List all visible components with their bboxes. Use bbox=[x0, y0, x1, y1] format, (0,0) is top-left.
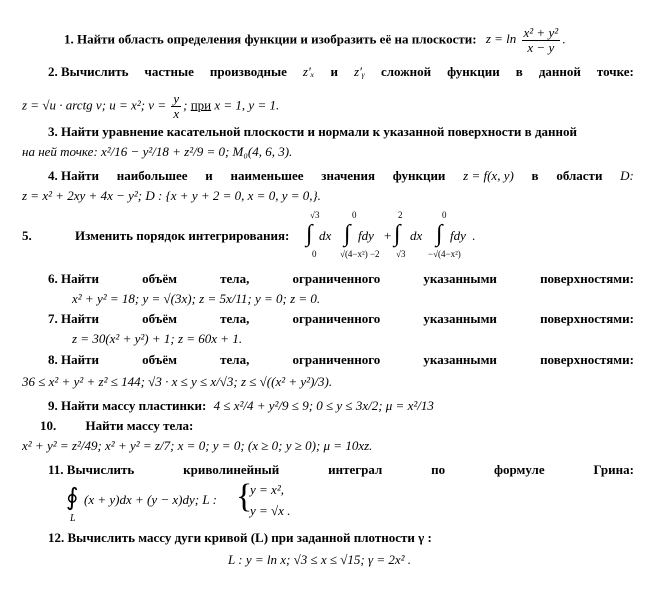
system-brace: { bbox=[236, 478, 253, 515]
word: и bbox=[205, 168, 213, 183]
word: Найти bbox=[61, 311, 99, 326]
fraction-denominator: x − y bbox=[527, 40, 555, 55]
task-10-formula bbox=[22, 438, 372, 454]
fraction-denominator: x bbox=[173, 106, 180, 121]
word: в bbox=[515, 64, 523, 79]
formula: z = 30(x² + y²) + 1; z = 60x + 1. bbox=[72, 331, 243, 346]
task-number: 3. bbox=[48, 124, 58, 139]
task-3 bbox=[48, 124, 577, 140]
plus-sign: + bbox=[384, 228, 392, 243]
task-number: 12. bbox=[48, 530, 65, 545]
integrand: fdy bbox=[358, 228, 374, 243]
formula: 4 ≤ x²/4 + y²/9 ≤ 9; 0 ≤ y ≤ 3x/2; μ = x²/13 bbox=[213, 398, 434, 413]
task-7 bbox=[48, 311, 634, 327]
task-7-formula bbox=[72, 331, 242, 347]
system-equation-2: y = √x . bbox=[250, 503, 291, 518]
differential: dx bbox=[410, 228, 423, 243]
word: Вычислить bbox=[66, 462, 135, 477]
task-3-formula bbox=[22, 144, 292, 160]
word: производные bbox=[209, 64, 287, 79]
word: наименьшее bbox=[230, 168, 304, 183]
fraction bbox=[522, 26, 561, 55]
fraction-numerator: x² + y² bbox=[523, 25, 559, 40]
task-number: 7. bbox=[48, 311, 58, 326]
task-8 bbox=[48, 352, 634, 368]
contour-integral-sign: ∮ bbox=[66, 485, 79, 511]
word: поверхностями: bbox=[540, 311, 634, 326]
word: объём bbox=[142, 311, 178, 326]
formula: z = f(x, y) bbox=[463, 168, 514, 183]
formula: x² + y² = 18; y = √(3x); z = 5x/11; y = 0; z = 0. bbox=[72, 291, 321, 306]
task-number: 1. bbox=[64, 31, 74, 47]
word: поверхностями: bbox=[540, 352, 634, 367]
word: функции bbox=[392, 168, 446, 183]
contour-label: L bbox=[70, 513, 76, 524]
task-text: Найти массу пластинки: bbox=[61, 398, 207, 413]
task-4-formula bbox=[22, 188, 321, 204]
lower-limit: √3 bbox=[396, 249, 406, 259]
formula: z = √u · arctg v; u = x²; v = bbox=[22, 97, 170, 113]
task-number: 11. bbox=[48, 462, 64, 477]
lower-limit: −√(4−x²) bbox=[428, 249, 461, 259]
word: Грина: bbox=[593, 462, 634, 477]
punct: . bbox=[472, 228, 476, 243]
word: частные bbox=[144, 64, 194, 79]
task-number: 8. bbox=[48, 352, 58, 367]
word: интеграл bbox=[328, 462, 383, 477]
word: наибольшее bbox=[116, 168, 188, 183]
formula: L : y = ln x; √3 ≤ x ≤ √15; γ = 2x² . bbox=[228, 552, 412, 567]
word: ограниченного bbox=[292, 311, 381, 326]
formula: z′ᵧ bbox=[354, 64, 365, 79]
word: ограниченного bbox=[292, 352, 381, 367]
integrand: fdy bbox=[450, 228, 466, 243]
task-number: 2. bbox=[48, 64, 58, 79]
fraction-numerator: y bbox=[173, 91, 180, 106]
task-4 bbox=[22, 168, 634, 184]
task-11 bbox=[48, 462, 634, 478]
task-10 bbox=[40, 418, 193, 434]
formula: x = 1, y = 1. bbox=[211, 97, 280, 113]
word: указанными bbox=[423, 352, 497, 367]
task-number: 9. bbox=[48, 398, 58, 413]
formula: x² + y² = z²/49; x² + y² = z/7; x = 0; y = 0; (x ≥ 0; y ≥ 0); μ = 10xz. bbox=[22, 438, 373, 453]
integral-sign: ∫ bbox=[394, 221, 401, 247]
word: Найти bbox=[61, 352, 99, 367]
word: Найти bbox=[61, 271, 99, 286]
task-text: Найти массу тела: bbox=[85, 418, 194, 433]
task-12 bbox=[48, 530, 432, 546]
word: области bbox=[556, 168, 603, 183]
task-2 bbox=[22, 64, 634, 80]
word: Найти bbox=[61, 168, 99, 183]
formula: 36 ≤ x² + y² + z² ≤ 144; √3 · x ≤ y ≤ x/√3; z ≤ √((x² + y²)/3). bbox=[22, 374, 333, 389]
word: криволинейный bbox=[183, 462, 280, 477]
upper-limit: 0 bbox=[352, 210, 357, 220]
word: тела, bbox=[220, 352, 250, 367]
task-text: Изменить порядок интегрирования: bbox=[75, 228, 290, 243]
formula: z = x² + 2xy + 4x − y²; D : {x + y + 2 = 0, x = 0, y = 0,}. bbox=[22, 188, 321, 203]
word: формуле bbox=[493, 462, 545, 477]
task-text: Найти область определения функции и изобразить её на плоскости: bbox=[77, 31, 477, 47]
word: поверхностями: bbox=[540, 271, 634, 286]
word: точке: bbox=[596, 64, 634, 79]
word: ограниченного bbox=[292, 271, 381, 286]
task-number: 10. bbox=[40, 418, 57, 433]
integral-sign: ∫ bbox=[306, 221, 313, 247]
word: тела, bbox=[220, 271, 250, 286]
formula: z = ln bbox=[485, 31, 517, 47]
word: по bbox=[431, 462, 446, 477]
task-number: 4. bbox=[48, 168, 58, 183]
task-5 bbox=[22, 228, 289, 244]
upper-limit: 0 bbox=[442, 210, 447, 220]
task-6 bbox=[48, 271, 634, 287]
word: в bbox=[531, 168, 539, 183]
word: значения bbox=[321, 168, 376, 183]
integral-sign: ∫ bbox=[344, 221, 351, 247]
system-equation-1: y = x², bbox=[250, 482, 284, 497]
task-12-formula bbox=[228, 552, 411, 568]
task-9 bbox=[48, 398, 434, 414]
task-text: Вычислить массу дуги кривой (L) при заданной плотности γ : bbox=[67, 530, 432, 545]
task-number: 5. bbox=[22, 228, 32, 243]
lower-limit: √(4−x²) −2 bbox=[340, 249, 380, 259]
upper-limit: √3 bbox=[310, 210, 320, 220]
fraction bbox=[171, 92, 181, 121]
formula: D: bbox=[620, 168, 634, 183]
task-2-formula bbox=[22, 92, 279, 121]
task-6-formula bbox=[72, 291, 320, 307]
punct: . bbox=[562, 31, 566, 47]
word: данной bbox=[538, 64, 581, 79]
word: указанными bbox=[423, 311, 497, 326]
word: и bbox=[330, 64, 339, 79]
task-number: 6. bbox=[48, 271, 58, 286]
word: функции bbox=[447, 64, 500, 79]
word: объём bbox=[142, 352, 178, 367]
formula: z′ₓ bbox=[302, 64, 315, 79]
word: сложной bbox=[380, 64, 432, 79]
task-1 bbox=[64, 26, 565, 55]
differential: dx bbox=[319, 228, 332, 243]
formula: на ней точке: x²/16 − y²/18 + z²/9 = 0; M₀(4, 6, 3). bbox=[22, 144, 293, 159]
integral-sign: ∫ bbox=[436, 221, 443, 247]
word: Вычислить bbox=[61, 64, 129, 79]
word: объём bbox=[142, 271, 178, 286]
task-8-formula bbox=[22, 374, 332, 390]
lower-limit: 0 bbox=[312, 249, 317, 259]
word: при bbox=[190, 97, 212, 113]
task-text: Найти уравнение касательной плоскости и нормали к указанной поверхности в данной bbox=[61, 124, 577, 139]
upper-limit: 2 bbox=[398, 210, 403, 220]
word: тела, bbox=[220, 311, 250, 326]
punct: ; bbox=[183, 97, 191, 113]
word: указанными bbox=[423, 271, 497, 286]
formula: (x + y)dx + (y − x)dy; L : bbox=[84, 492, 217, 507]
